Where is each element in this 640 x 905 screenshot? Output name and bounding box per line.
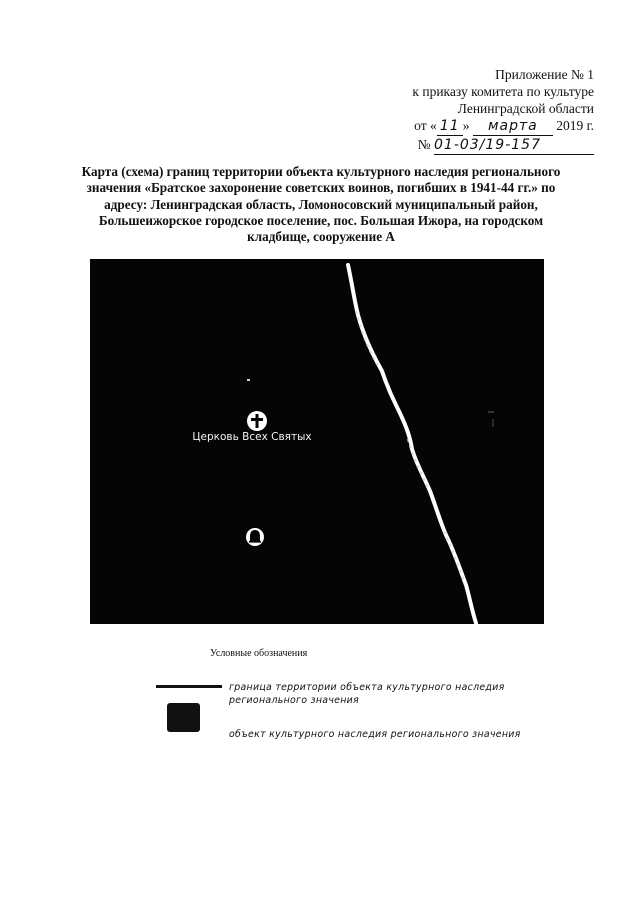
appendix-title: Приложение № 1 — [495, 67, 594, 82]
faint-marks — [488, 411, 494, 427]
legend-object-swatch — [167, 703, 200, 732]
legend-boundary-label-line2: регионального значения — [229, 695, 359, 706]
number-handwritten: 01-03/19-157 — [434, 137, 594, 155]
date-month-handwritten: марта — [473, 118, 553, 136]
date-year: 2019 г. — [556, 118, 594, 133]
appendix-date-line — [412, 117, 594, 136]
legend-boundary-label — [229, 681, 505, 707]
legend-object-label: объект культурного наследия регионального значения — [229, 729, 521, 740]
date-day-handwritten: 11 — [437, 118, 463, 136]
date-mid: » — [462, 118, 470, 133]
date-prefix: от « — [414, 118, 437, 133]
boundary-line — [348, 265, 476, 623]
legend-boundary-swatch — [156, 685, 222, 688]
appendix-region: Ленинградской области — [457, 101, 594, 116]
bell-icon — [246, 528, 264, 546]
small-marker — [247, 379, 250, 381]
appendix-order-ref: к приказу комитета по культуре — [412, 84, 594, 99]
legend-boundary-label-line1: граница территории объекта культурного наследия — [229, 682, 505, 693]
appendix-number-line — [412, 136, 594, 155]
appendix-block — [412, 66, 594, 155]
number-prefix: № — [417, 137, 431, 152]
church-label: Церковь Всех Святых — [192, 431, 312, 443]
church-cross-icon — [247, 411, 267, 431]
document-title: Карта (схема) границ территории объекта культурного наследия регионального значения «Братское захоронение советских воинов, погибших в 1941-44 гг.» по адресу: Ленинградская область, Ломоносовский муниципальный район, Большеижорское городское поселение, пос. Большая Ижора, на городском кладбище, сооружение А — [81, 164, 561, 245]
legend-title: Условные обозначения — [210, 648, 308, 659]
map-scheme — [90, 259, 544, 624]
